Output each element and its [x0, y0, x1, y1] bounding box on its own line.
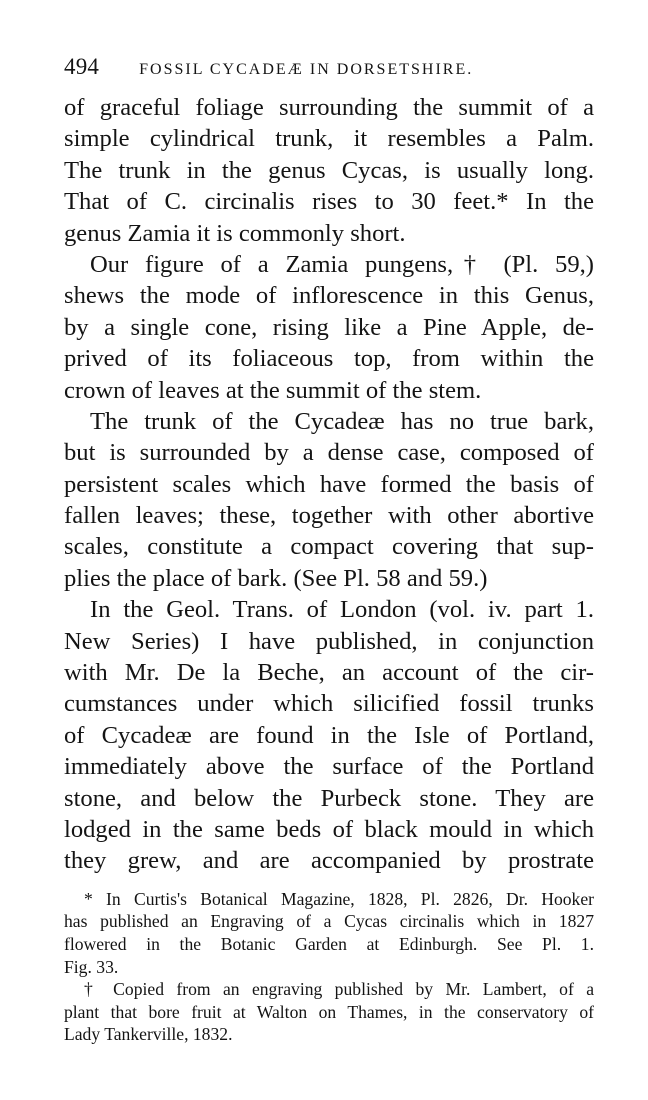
body-line: fallen leaves; these, together with other abortive	[64, 502, 594, 530]
page-number: 494	[64, 54, 100, 79]
body-line: crown of leaves at the summit of the stem.	[64, 376, 482, 404]
body-line: by a single cone, rising like a Pine Apple, de-	[64, 313, 594, 341]
footnote-line: Lady Tankerville, 1832.	[64, 1024, 233, 1045]
body-line: That of C. circinalis rises to 30 feet.* In the	[64, 188, 594, 216]
footnote-line: † Copied from an engraving published by Mr. Lambert, of a	[84, 979, 594, 1000]
body-line: New Series) I have published, in conjunction	[64, 627, 594, 655]
body-text	[64, 92, 594, 877]
body-line: prived of its foliaceous top, from within the	[64, 345, 594, 373]
footnote-line: Fig. 33.	[64, 956, 119, 977]
body-line: lodged in the same beds of black mould in which	[64, 815, 594, 843]
footnote-line: flowered in the Botanic Garden at Edinburgh. See Pl. 1.	[64, 933, 594, 954]
running-head	[64, 54, 594, 88]
body-line: of graceful foliage surrounding the summit of a	[64, 94, 594, 121]
body-line: simple cylindrical trunk, it resembles a Palm.	[64, 125, 594, 153]
body-line: plies the place of bark. (See Pl. 58 and 59.)	[64, 564, 488, 592]
body-line: of Cycadeæ are found in the Isle of Portland,	[64, 721, 594, 749]
book-page	[64, 54, 594, 1046]
body-line: with Mr. De la Beche, an account of the cir-	[64, 659, 594, 687]
body-line: immediately above the surface of the Portland	[64, 753, 594, 781]
body-line: genus Zamia it is commonly short.	[64, 219, 406, 247]
body-line: stone, and below the Purbeck stone. They are	[64, 784, 594, 812]
body-line: Our figure of a Zamia pungens,† (Pl. 59,)	[90, 250, 594, 278]
body-line: In the Geol. Trans. of London (vol. iv. part 1.	[90, 596, 594, 624]
body-line: cumstances under which silicified fossil trunks	[64, 690, 594, 718]
body-line: they grew, and are accompanied by prostrate	[64, 847, 594, 875]
body-line: persistent scales which have formed the basis of	[64, 470, 594, 498]
body-line: shews the mode of inflorescence in this Genus,	[64, 282, 594, 310]
body-line: The trunk in the genus Cycas, is usually long.	[64, 156, 594, 184]
body-line: The trunk of the Cycadeæ has no true bark,	[90, 407, 594, 435]
body-line: but is surrounded by a dense case, composed of	[64, 439, 594, 467]
footnote-line: has published an Engraving of a Cycas circinalis which in 1827	[64, 911, 594, 932]
footnote-line: * In Curtis's Botanical Magazine, 1828, Pl. 2826, Dr. Hooker	[84, 888, 594, 909]
running-title: FOSSIL CYCADEÆ IN DORSETSHIRE.	[139, 61, 474, 78]
footnote-line: plant that bore fruit at Walton on Thames, in the conservatory of	[64, 1001, 594, 1022]
body-line: scales, constitute a compact covering that sup-	[64, 533, 594, 561]
footnotes	[64, 888, 594, 1046]
